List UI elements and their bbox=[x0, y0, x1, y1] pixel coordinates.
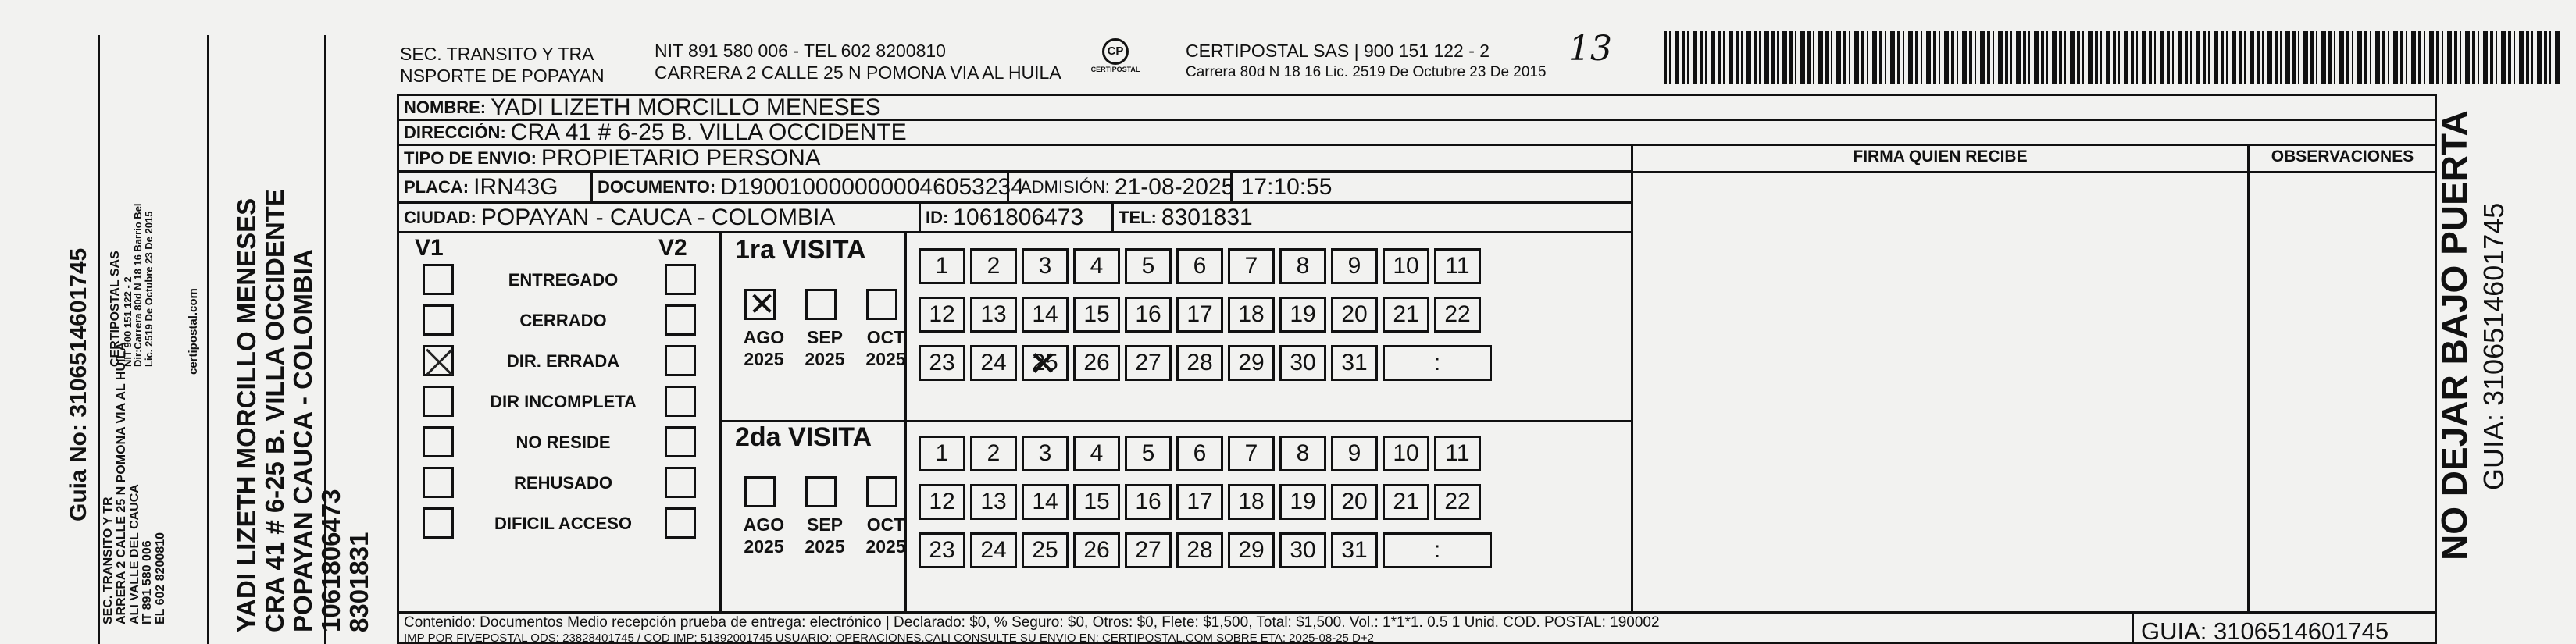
month-label: AGO 2025 bbox=[743, 327, 785, 369]
day-box[interactable]: 9 bbox=[1331, 248, 1378, 284]
footer-guia: GUIA: 3106514601745 bbox=[2141, 617, 2389, 644]
day-box[interactable]: 1 bbox=[919, 248, 965, 284]
barcode bbox=[1664, 31, 2562, 84]
day-box[interactable]: 24 bbox=[970, 345, 1017, 381]
day-box[interactable]: 26 bbox=[1073, 345, 1120, 381]
status-option-label: NO RESIDE bbox=[516, 432, 611, 452]
day-box[interactable]: 24 bbox=[970, 532, 1017, 568]
day-box[interactable]: 10 bbox=[1383, 248, 1429, 284]
v2-checkbox[interactable] bbox=[665, 426, 696, 457]
day-box[interactable]: 22 bbox=[1434, 297, 1481, 333]
carrier-block: CERTIPOSTAL SAS | 900 151 122 - 2 Carrera 80d N 18 16 Lic. 2519 De Octubre 23 De 2015 bbox=[1186, 41, 1547, 80]
day-box[interactable]: 30 bbox=[1279, 532, 1326, 568]
day-box[interactable]: 10 bbox=[1383, 436, 1429, 471]
stub-sender: SEC. TRANSITO Y TR ARRERA 2 CALLE 25 N POMONA VIA AL HUILA ALI VALLE DEL CAUCA IT 891 580 006 EL 602 8200810 bbox=[102, 342, 168, 624]
v1-label: V1 bbox=[415, 235, 444, 261]
day-box[interactable]: 6 bbox=[1176, 436, 1223, 471]
day-box[interactable]: 20 bbox=[1331, 297, 1378, 333]
day-box[interactable]: 5 bbox=[1125, 436, 1172, 471]
imp-line: IMP POR FIVEPOSTAL ODS: 23828401745 / COD IMP: 51392001745 USUARIO: OPERACIONES.CALI CONSULTE SU ENVIO EN: CERTIPOSTAL.COM SOBRE ETA: 2025-08-25 D+2 bbox=[404, 632, 1374, 644]
v1-checkbox[interactable] bbox=[423, 345, 454, 376]
v2-checkbox[interactable] bbox=[665, 264, 696, 295]
day-box[interactable]: 19 bbox=[1279, 484, 1326, 520]
stub-recipient: YADI LIZETH MORCILLO MENESES CRA 41 # 6-25 B. VILLA OCCIDENTE POPAYAN CAUCA - COLOMBIA 1061806473 8301831 bbox=[232, 189, 373, 632]
v1-checkbox[interactable] bbox=[423, 386, 454, 417]
day-box[interactable]: 14 bbox=[1022, 484, 1069, 520]
v1-checkbox[interactable] bbox=[423, 507, 454, 539]
v2-checkbox[interactable] bbox=[665, 386, 696, 417]
month-checkbox[interactable] bbox=[805, 289, 837, 320]
day-box[interactable]: 26 bbox=[1073, 532, 1120, 568]
month-checkbox[interactable] bbox=[744, 289, 776, 320]
day-box[interactable]: 16 bbox=[1125, 484, 1172, 520]
day-box[interactable]: 21 bbox=[1383, 297, 1429, 333]
day-box[interactable]: 7 bbox=[1228, 248, 1275, 284]
day-box[interactable]: 4 bbox=[1073, 248, 1120, 284]
certipostal-logo: CP CERTIPOSTAL bbox=[1084, 38, 1147, 74]
time-box[interactable]: : bbox=[1383, 345, 1492, 381]
status-option-label: DIR INCOMPLETA bbox=[490, 392, 637, 411]
day-box[interactable]: 17 bbox=[1176, 297, 1223, 333]
day-box[interactable]: 3 bbox=[1022, 248, 1069, 284]
day-box[interactable]: 25 bbox=[1022, 532, 1069, 568]
day-box[interactable]: 13 bbox=[970, 484, 1017, 520]
v2-label: V2 bbox=[658, 235, 687, 261]
day-box[interactable]: 19 bbox=[1279, 297, 1326, 333]
status-option-label: ENTREGADO bbox=[508, 270, 619, 290]
v2-checkbox[interactable] bbox=[665, 507, 696, 539]
month-label: OCT 2025 bbox=[865, 514, 906, 557]
handwritten-number: 13 bbox=[1568, 29, 1612, 69]
row-direccion: DIRECCIÓN: CRA 41 # 6-25 B. VILLA OCCIDENTE bbox=[399, 121, 2435, 146]
month-checkbox[interactable] bbox=[744, 476, 776, 507]
status-option-label: CERRADO bbox=[519, 311, 607, 330]
day-box[interactable]: 1 bbox=[919, 436, 965, 471]
day-box[interactable]: 27 bbox=[1125, 345, 1172, 381]
stub-carrier: CERTIPOSTAL SAS NIT 900 151 122 - 2 Dir:Carrera 80d N 18 16 Barrio Bel Lic. 2519 De Octubre 23 De 2015 bbox=[109, 203, 155, 367]
day-box[interactable]: 20 bbox=[1331, 484, 1378, 520]
day-box[interactable]: 31 bbox=[1331, 532, 1378, 568]
v1-checkbox[interactable] bbox=[423, 264, 454, 295]
month-checkbox[interactable] bbox=[866, 476, 897, 507]
day-box[interactable]: 5 bbox=[1125, 248, 1172, 284]
day-box[interactable]: 8 bbox=[1279, 436, 1326, 471]
day-box[interactable]: 28 bbox=[1176, 532, 1223, 568]
side-guia: GUIA: 3106514601745 bbox=[2478, 202, 2510, 490]
day-box[interactable]: 8 bbox=[1279, 248, 1326, 284]
day-box[interactable]: 6 bbox=[1176, 248, 1223, 284]
day-box[interactable]: 17 bbox=[1176, 484, 1223, 520]
status-option-label: REHUSADO bbox=[514, 473, 612, 493]
status-option-label: DIFICIL ACCESO bbox=[494, 514, 632, 533]
day-box[interactable]: 9 bbox=[1331, 436, 1378, 471]
day-box[interactable]: 2 bbox=[970, 248, 1017, 284]
month-label: SEP 2025 bbox=[805, 327, 845, 369]
second-visit-label: 2da VISITA bbox=[735, 422, 872, 452]
month-label: SEP 2025 bbox=[805, 514, 845, 557]
time-box[interactable]: : bbox=[1383, 532, 1492, 568]
stub-guia: Guia No: 3106514601745 bbox=[66, 247, 91, 521]
month-label: AGO 2025 bbox=[743, 514, 785, 557]
day-box[interactable]: 15 bbox=[1073, 297, 1120, 333]
month-checkbox[interactable] bbox=[866, 289, 897, 320]
stub-website: certipostal.com bbox=[187, 288, 200, 375]
day-box[interactable]: 2 bbox=[970, 436, 1017, 471]
form-grid bbox=[397, 94, 2437, 644]
day-box[interactable]: 29 bbox=[1228, 345, 1275, 381]
no-dejar-bajo-puerta: NO DEJAR BAJO PUERTA bbox=[2434, 110, 2474, 560]
day-box[interactable]: 29 bbox=[1228, 532, 1275, 568]
v1-checkbox[interactable] bbox=[423, 467, 454, 498]
day-box[interactable]: 11 bbox=[1434, 248, 1481, 284]
day-box[interactable]: 21 bbox=[1383, 484, 1429, 520]
v2-checkbox[interactable] bbox=[665, 345, 696, 376]
day-box[interactable]: 31 bbox=[1331, 345, 1378, 381]
v1-checkbox[interactable] bbox=[423, 426, 454, 457]
row-tipo: TIPO DE ENVIO: PROPIETARIO PERSONA bbox=[399, 146, 1633, 173]
row-ciudad: CIUDAD: POPAYAN - CAUCA - COLOMBIA ID: 1061806473 TEL: 8301831 bbox=[399, 204, 1633, 233]
row-nombre: NOMBRE: YADI LIZETH MORCILLO MENESES bbox=[399, 96, 2435, 121]
firma-header: FIRMA QUIEN RECIBE bbox=[1853, 148, 2028, 165]
label-main bbox=[397, 29, 2428, 644]
day-box[interactable]: 3 bbox=[1022, 436, 1069, 471]
day-box[interactable]: 27 bbox=[1125, 532, 1172, 568]
day-box[interactable]: 22 bbox=[1434, 484, 1481, 520]
v1-checkbox[interactable] bbox=[423, 304, 454, 336]
status-option-label: DIR. ERRADA bbox=[506, 351, 620, 371]
first-visit-label: 1ra VISITA bbox=[735, 235, 866, 265]
sender-contact: NIT 891 580 006 - TEL 602 8200810 CARRERA 2 CALLE 25 N POMONA VIA AL HUILA bbox=[655, 41, 1061, 83]
day-box[interactable]: 12 bbox=[919, 484, 965, 520]
observaciones-header: OBSERVACIONES bbox=[2271, 148, 2414, 165]
day-box[interactable]: 11 bbox=[1434, 436, 1481, 471]
row-placa: PLACA: IRN43G DOCUMENTO: D1900100000000046053234 ADMISIÓN: 21-08-2025 17:10:55 bbox=[399, 173, 1633, 204]
sender-block: SEC. TRANSITO Y TRA NSPORTE DE POPAYAN bbox=[400, 44, 605, 86]
day-box[interactable]: 28 bbox=[1176, 345, 1223, 381]
day-box[interactable]: 30 bbox=[1279, 345, 1326, 381]
day-box[interactable]: 4 bbox=[1073, 436, 1120, 471]
day-box[interactable]: 7 bbox=[1228, 436, 1275, 471]
contenido-line: Contenido: Documentos Medio recepción prueba de entrega: electrónico | Declarado: $0, % Seguro: $0, Otros: $0, Flete: $1,500, Total: $1,500. Vol.: 1*1*1. 0.5 1 Unid. COD. POSTAL: 190002 bbox=[404, 614, 1660, 631]
logo-icon: CP bbox=[1102, 38, 1129, 65]
day-box[interactable]: 14 bbox=[1022, 297, 1069, 333]
day-box[interactable]: 25 ✕ bbox=[1022, 345, 1069, 381]
month-checkbox[interactable] bbox=[805, 476, 837, 507]
v2-checkbox[interactable] bbox=[665, 304, 696, 336]
day-box[interactable]: 16 bbox=[1125, 297, 1172, 333]
day-box[interactable]: 13 bbox=[970, 297, 1017, 333]
day-box[interactable]: 15 bbox=[1073, 484, 1120, 520]
day-box[interactable]: 12 bbox=[919, 297, 965, 333]
day-box[interactable]: 18 bbox=[1228, 297, 1275, 333]
v2-checkbox[interactable] bbox=[665, 467, 696, 498]
month-label: OCT 2025 bbox=[865, 327, 906, 369]
day-box[interactable]: 18 bbox=[1228, 484, 1275, 520]
day-box[interactable]: 23 bbox=[919, 532, 965, 568]
day-box[interactable]: 23 bbox=[919, 345, 965, 381]
